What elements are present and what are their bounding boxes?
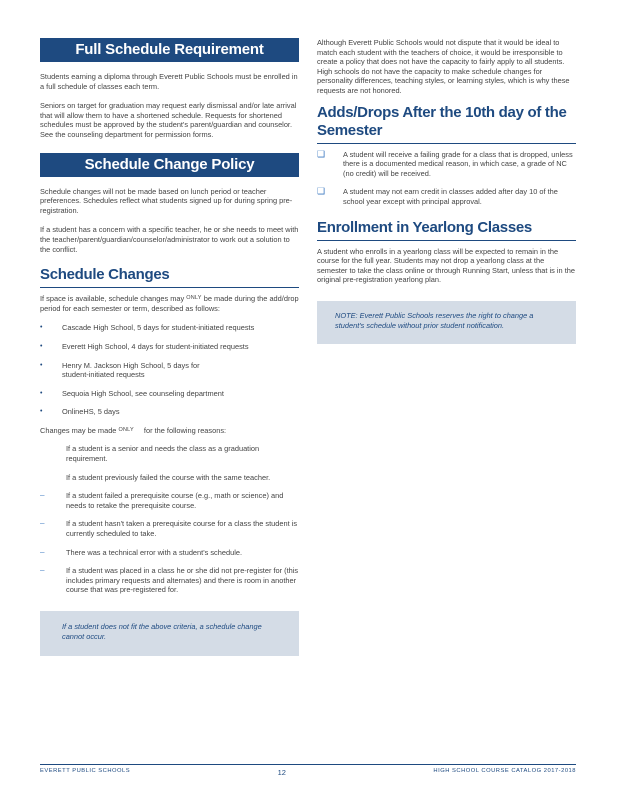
section-banner-schedule-change-policy: Schedule Change Policy	[40, 153, 299, 177]
list-item: • Cascade High School, 5 days for student-initiated requests	[40, 323, 255, 333]
heading-rule	[317, 240, 576, 241]
footer-catalog-title: HIGH SCHOOL COURSE CATALOG 2017-2018	[433, 768, 576, 774]
list-item: ⎯ If a student was placed in a class he or she did not pre-register for (this includes primary requests and alternates) and there is room in another course that was pre-registered for.	[40, 565, 299, 595]
page-number: 12	[277, 768, 286, 777]
list-item: • Sequoia High School, see counseling department	[40, 388, 224, 398]
criteria-note: If a student does not fit the above criteria, a schedule change cannot occur.	[40, 611, 299, 656]
list-item: ⎯ If a student hasn't taken a prerequisite course for a class the student is currently scheduled to take.	[40, 518, 298, 539]
adds-drops-heading: Adds/Drops After the 10th day of the Semester	[317, 103, 567, 139]
bullet-icon: •	[40, 342, 43, 350]
checkbox-icon: ⎯	[40, 565, 45, 576]
left-column	[40, 38, 299, 656]
checkbox-icon	[40, 473, 66, 483]
paragraph: Schedule changes will not be made based on lunch period or teacher preferences. Schedules reflect what students signed up for during spring pre-registration.	[40, 186, 293, 215]
paragraph: Students earning a diploma through Everett Public Schools must be enrolled in a full schedule of classes each term.	[40, 72, 298, 91]
schedule-changes-heading: Schedule Changes	[40, 266, 170, 284]
bullet-icon: •	[40, 324, 43, 332]
section-banner-full-schedule: Full Schedule Requirement	[40, 38, 299, 62]
school-list	[40, 323, 299, 417]
reservation-note: NOTE: Everett Public Schools reserves the right to change a student's schedule without prior student notification.	[317, 301, 576, 344]
paragraph: If space is available, schedule changes may $^{ONLY}$ be made during the add/drop period for each semester or term, described as follows:	[40, 294, 299, 313]
reason-list	[40, 444, 299, 595]
paragraph: Changes may be made $^{ONLY}$ for the following reasons:	[40, 425, 227, 435]
paragraph: Seniors on target for graduation may request early dismissal and/or late arrival that will allow them to have a shortened schedule. Requests for shortened schedules must be approved by the student's parent/guardian and counselor. See the counseling department for permission forms.	[40, 101, 297, 139]
only-emphasis: ONLY	[118, 426, 134, 433]
footer-district: EVERETT PUBLIC SCHOOLS	[40, 768, 131, 774]
paragraph: A student who enrolls in a yearlong class will be expected to remain in the course for the full year. Students may not drop a yearlong class at the semester to take the class online or through Running Start, unless that is in the original pre-registration yearlong plan.	[317, 246, 575, 285]
bullet-icon: •	[40, 408, 43, 416]
bullet-icon: •	[40, 389, 43, 397]
right-column	[317, 38, 576, 344]
list-item: ⎯ If a student failed a prerequisite course (e.g., math or science) and needs to retake the prerequisite course.	[40, 490, 284, 510]
list-item: ❑ A student may not earn credit in classes added after day 10 of the school year except with principal approval.	[317, 186, 558, 206]
paragraph: Although Everett Public Schools would not dispute that it would be ideal to match each student with the teachers of choice, it would be irresponsible to create a policy that does not have the capacity to fairly apply to all students. High schools do not have the capacity to make schedule changes for personality differences, teaching styles, or learning styles, which is why these requests are not honored.	[317, 38, 570, 95]
heading-rule	[317, 143, 576, 144]
adds-drops-list	[317, 150, 576, 207]
checkbox-icon: ⎯	[40, 546, 45, 557]
list-item: • Henry M. Jackson High School, 5 days for student-initiated requests	[40, 360, 200, 380]
only-emphasis: ONLY	[186, 295, 202, 302]
page-footer	[40, 764, 576, 777]
bullet-icon: •	[40, 361, 43, 369]
checkbox-icon: ❑	[317, 186, 326, 197]
checkbox-icon: ❑	[317, 148, 326, 159]
list-item: ⎯ There was a technical error with a student's schedule.	[40, 546, 243, 557]
list-item: • OnlineHS, 5 days	[40, 407, 120, 417]
checkbox-icon: ⎯	[40, 490, 45, 501]
checkbox-icon	[40, 444, 66, 463]
heading-rule	[40, 287, 299, 288]
list-item: ❑ A student will receive a failing grade for a class that is dropped, unless there is a documented medical reason, in which case, a grade of NC (no credit) will be received.	[317, 148, 573, 178]
list-item: If a student previously failed the course with the same teacher.	[40, 473, 299, 483]
paragraph: If a student has a concern with a specific teacher, he or she needs to meet with the teacher/parent/guardian/counselor/administrator to work out a solution to the conflict.	[40, 225, 299, 254]
checkbox-icon: ⎯	[40, 518, 45, 529]
list-item: • Everett High School, 4 days for student-initiated requests	[40, 341, 249, 351]
list-item: If a student is a senior and needs the class as a graduation requirement.	[40, 444, 299, 463]
yearlong-heading: Enrollment in Yearlong Classes	[317, 218, 532, 236]
